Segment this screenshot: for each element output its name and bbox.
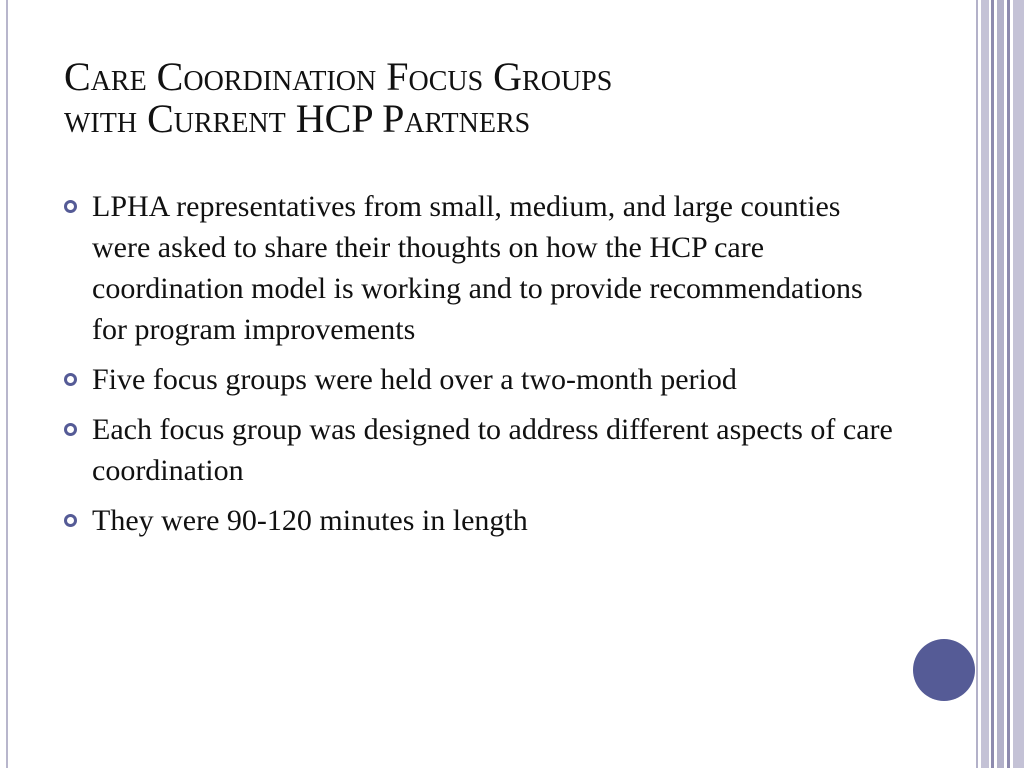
frame-stripe xyxy=(997,0,1004,768)
frame-stripe xyxy=(981,0,989,768)
bullet-item xyxy=(64,359,894,400)
bullet-circle-icon xyxy=(64,423,77,436)
bullet-item xyxy=(64,409,894,491)
bullet-circle-icon xyxy=(64,514,77,527)
frame-stripe xyxy=(1013,0,1024,768)
bullet-list xyxy=(64,186,894,550)
left-border-line xyxy=(6,0,8,768)
slide-title-line-1: Care Coordination Focus Groups xyxy=(64,54,613,99)
frame-stripe xyxy=(976,0,978,768)
bullet-text: Five focus groups were held over a two-month period xyxy=(92,363,737,396)
bullet-text: LPHA representatives from small, medium, and large counties were asked to share their thoughts on how the HCP care coordination model is working and to provide recommendations for program improvements xyxy=(92,190,863,346)
slide-title xyxy=(64,56,944,140)
decorative-circle-icon xyxy=(913,639,975,701)
bullet-item xyxy=(64,500,894,541)
frame-stripe xyxy=(1007,0,1010,768)
slide-title-line-2: with Current HCP Partners xyxy=(64,96,531,141)
right-decorative-frame xyxy=(976,0,1024,768)
bullet-text: They were 90-120 minutes in length xyxy=(92,504,528,537)
bullet-circle-icon xyxy=(64,200,77,213)
bullet-circle-icon xyxy=(64,373,77,386)
frame-stripe xyxy=(991,0,994,768)
bullet-text: Each focus group was designed to address different aspects of care coordination xyxy=(92,413,893,487)
bullet-item xyxy=(64,186,894,350)
